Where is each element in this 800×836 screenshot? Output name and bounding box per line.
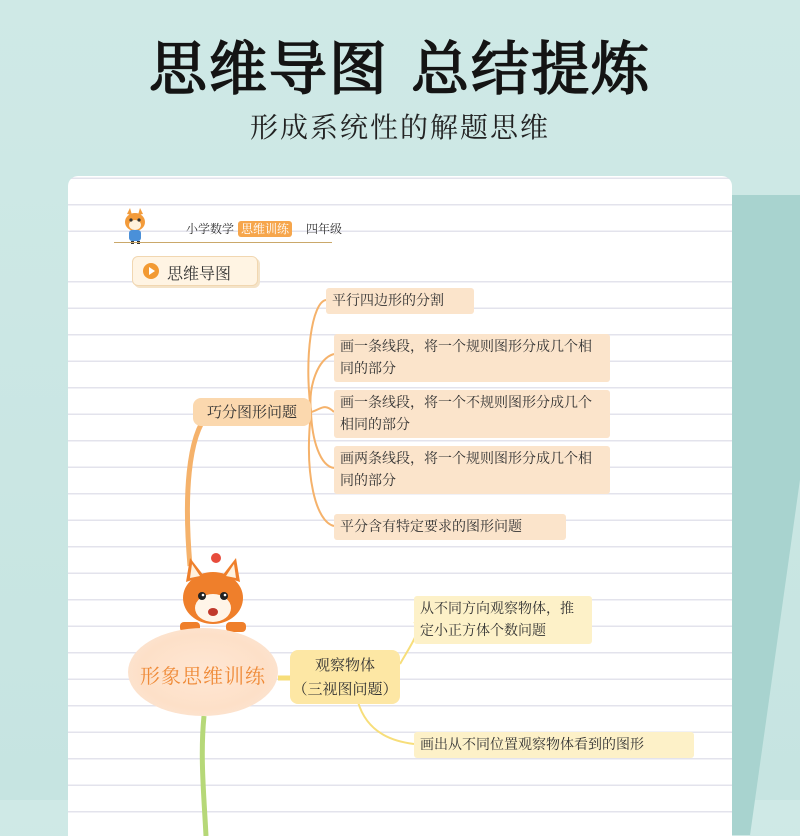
leaf-node: 平分含有特定要求的图形问题 — [334, 514, 566, 540]
leaf-node: 从不同方向观察物体，推定小正方体个数问题 — [414, 596, 592, 644]
branch2-label-line2: （三视图问题） — [292, 680, 398, 698]
play-icon — [143, 263, 159, 279]
leaf-node: 画两条线段，将一个规则图形分成几个相同的部分 — [334, 446, 610, 494]
stem-line — [202, 716, 206, 836]
branch1-child4-line — [311, 412, 334, 468]
leaf-node: 平行四边形的分割 — [326, 288, 474, 314]
workbook-page — [68, 176, 732, 836]
branch1-child2-line — [310, 354, 334, 412]
leaf-node: 画一条线段，将一个规则图形分成几个相同的部分 — [334, 334, 610, 382]
leaf-node: 画出从不同位置观察物体看到的图形 — [414, 732, 694, 758]
branch-node-observing-objects — [290, 650, 400, 704]
book-header-text — [186, 220, 342, 237]
root-to-branch1-line — [187, 414, 208, 566]
mindmap-root: 形象思维训练 — [140, 664, 266, 688]
grade-label: 四年级 — [306, 222, 343, 236]
fox-mascot-icon — [172, 552, 254, 636]
subject-label: 小学数学 — [186, 222, 235, 236]
banner-title: 思维导图 总结提炼 — [148, 35, 652, 103]
header-divider — [114, 242, 332, 243]
branch1-child3-line — [311, 407, 334, 412]
branch-node-shape-division: 巧分图形问题 — [193, 398, 311, 426]
leaf-node: 画一条线段，将一个不规则图形分成几个相同的部分 — [334, 390, 610, 438]
section-tab-mindmap — [132, 256, 258, 286]
branch2-child2-line — [358, 702, 414, 744]
section-label: 思维导图 — [167, 264, 232, 283]
series-badge: 思维训练 — [238, 221, 292, 237]
branch2-label-line1: 观察物体 — [314, 656, 375, 674]
squirrel-logo-icon — [118, 208, 152, 244]
banner-subtitle: 形成系统性的解题思维 — [249, 111, 550, 144]
